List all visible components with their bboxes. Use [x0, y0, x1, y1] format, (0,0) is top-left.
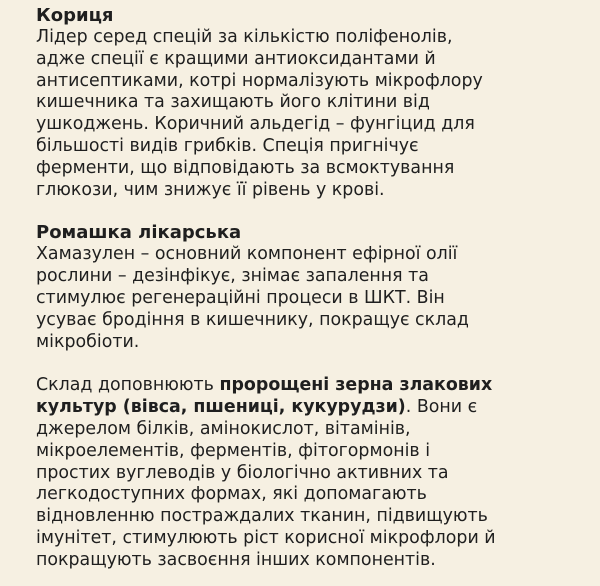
section-title-chamomile: Ромашка лікарська	[36, 222, 242, 244]
text-line: покращують засвоєння інших компонентів.	[36, 549, 436, 570]
text-line: рослини – дезінфікує, знімає запалення та	[36, 266, 429, 287]
text-run: . Вони є	[405, 397, 478, 418]
text-line: відновленню постраждалих тканин, підвищують	[36, 506, 488, 527]
text-line: усуває бродіння в кишечнику, покращує склад	[36, 309, 469, 330]
text-line: стимулює регенераційні процеси в ШКТ. Він	[36, 287, 445, 308]
section-sprouted-grains	[36, 375, 566, 571]
text-line: простих вуглеводів у біологічно активних та	[36, 462, 449, 483]
text-run: Склад доповнюють	[36, 375, 220, 396]
text-line: антисептиками, котрі нормалізують мікрофлору	[36, 70, 483, 91]
section-chamomile	[36, 222, 566, 353]
text-line: Лідер серед спецій за кількістю поліфенолів,	[36, 27, 453, 47]
text-line: легкодоступних формах, які допомагають	[36, 484, 427, 505]
text-line: мікроелементів, ферментів, фітогормонів і	[36, 440, 431, 461]
text-line: ферменти, що відповідають за всмоктування	[36, 157, 455, 178]
text-line: імунітет, стимулюють ріст корисної мікрофлори й	[36, 527, 496, 548]
text-line: глюкози, чим знижує її рівень у крові.	[36, 179, 385, 200]
text-line: кишечника та захищають його клітини від	[36, 92, 430, 113]
section-title-cinnamon: Кориця	[36, 5, 114, 26]
text-line: більшості видів грибків. Спеція пригнічує	[36, 135, 419, 156]
text-line: ушкоджень. Коричний альдегід – фунгіцид для	[36, 114, 475, 135]
text-line: Хамазулен – основний компонент ефірної олії	[36, 244, 458, 265]
text-line	[36, 375, 566, 397]
text-line: адже спеції є кращими антиоксидантами й	[36, 48, 436, 69]
text-line: джерелом білків, амінокислот, вітамінів,	[36, 418, 411, 439]
section-cinnamon	[36, 5, 566, 201]
bold-text-run: культур (вівса, пшениці, кукурудзи)	[36, 397, 406, 418]
text-line	[36, 397, 566, 419]
text-line: мікробіоти.	[36, 331, 140, 352]
bold-text-run: пророщені зерна злакових	[219, 375, 493, 396]
